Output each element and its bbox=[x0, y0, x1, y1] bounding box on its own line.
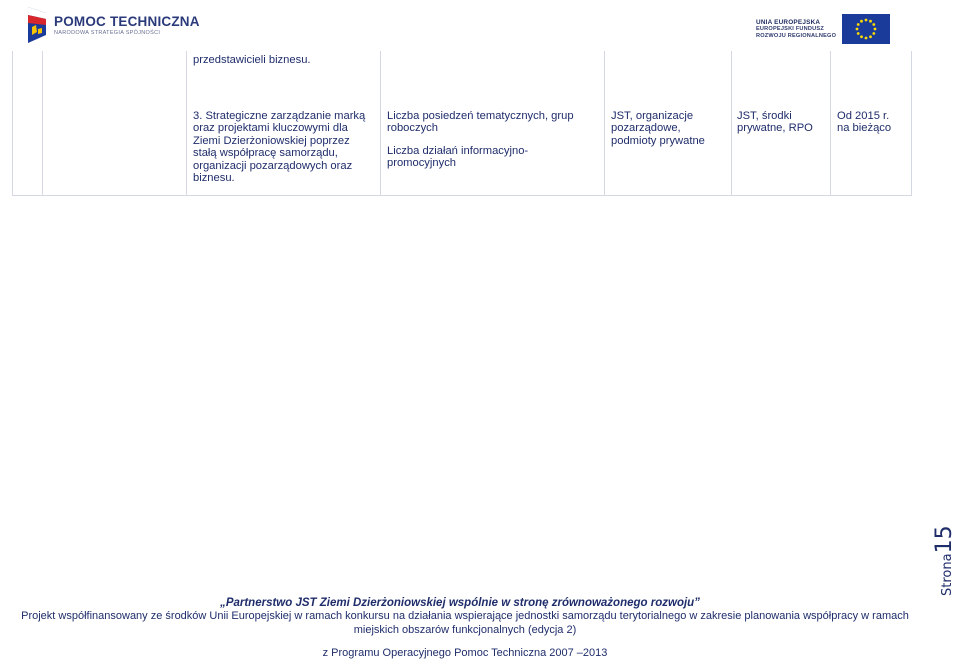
actions-table bbox=[12, 51, 912, 196]
row-funding-cell bbox=[737, 110, 829, 135]
actors-line: JST, organizacje bbox=[611, 110, 694, 122]
table-border bbox=[186, 51, 187, 196]
row-actors-cell bbox=[611, 110, 729, 147]
table-border bbox=[731, 51, 732, 196]
eu-logo bbox=[756, 14, 890, 44]
eu-logo-line-3: ROZWOJU REGIONALNEGO bbox=[756, 32, 837, 39]
indicator-line: Liczba działań informacyjno- bbox=[387, 144, 529, 157]
funding-line: JST, środki bbox=[737, 110, 792, 122]
timing-line: na bieżąco bbox=[837, 122, 892, 135]
table-border bbox=[604, 51, 605, 196]
actors-line: pozarządowe, bbox=[611, 122, 681, 135]
action-line: biznesu. bbox=[193, 172, 235, 185]
action-line: 3. Strategiczne zarządzanie marką bbox=[193, 110, 366, 122]
table-border bbox=[911, 51, 912, 196]
indicator-line: Liczba posiedzeń tematycznych, grup bbox=[387, 110, 574, 122]
table-border bbox=[12, 51, 13, 196]
eu-flag-icon bbox=[842, 14, 890, 44]
row-action-cell bbox=[193, 110, 379, 184]
national-flag-mark-icon bbox=[26, 5, 48, 45]
pomoc-techniczna-logo bbox=[26, 4, 200, 46]
footer-line-2: miejskich obszarów funkcjonalnych (edycja 2) bbox=[353, 624, 577, 636]
action-line: organizacji pozarządowych oraz bbox=[193, 159, 353, 172]
page-number-value: 15 bbox=[932, 525, 957, 554]
eu-logo-line-2: EUROPEJSKI FUNDUSZ bbox=[756, 25, 824, 32]
timing-line: Od 2015 r. bbox=[837, 110, 890, 122]
footer-title: „Partnerstwo JST Ziemi Dzierżoniowskiej wspólnie w stronę zrównoważonego rozwoju” bbox=[220, 597, 700, 609]
row-timing-cell bbox=[837, 110, 911, 135]
logo-subtitle: NARODOWA STRATEGIA SPÓJNOŚCI bbox=[54, 29, 161, 36]
logo-title: POMOC TECHNICZNA bbox=[54, 13, 200, 29]
prev-row-action-tail: przedstawicieli biznesu. bbox=[193, 54, 311, 66]
table-border bbox=[830, 51, 831, 196]
action-line: oraz projektami kluczowymi dla bbox=[193, 122, 348, 135]
actors-line: podmioty prywatne bbox=[611, 134, 705, 147]
footer-line-3: z Programu Operacyjnego Pomoc Techniczna 2007 –2013 bbox=[322, 647, 608, 659]
indicator-line: promocyjnych bbox=[387, 157, 457, 170]
table-border bbox=[380, 51, 381, 196]
page-number bbox=[932, 525, 957, 596]
indicator-line: roboczych bbox=[387, 122, 438, 135]
action-line: Ziemi Dzierżoniowskiej poprzez bbox=[193, 134, 350, 147]
table-border bbox=[12, 195, 912, 196]
row-indicators-cell bbox=[387, 110, 603, 170]
table-border bbox=[42, 51, 43, 196]
page-label: Strona bbox=[940, 553, 955, 596]
funding-line: prywatne, RPO bbox=[737, 122, 813, 135]
footer-line-1: Projekt współfinansowany ze środków Unii Europejskiej w ramach konkursu na działania wspierające jednostki samorządu terytorialnego w zakresie planowania współpracy w ramach bbox=[21, 610, 909, 622]
action-line: stałą współpracę samorządu, bbox=[193, 147, 338, 160]
eu-logo-line-1: UNIA EUROPEJSKA bbox=[756, 18, 821, 26]
